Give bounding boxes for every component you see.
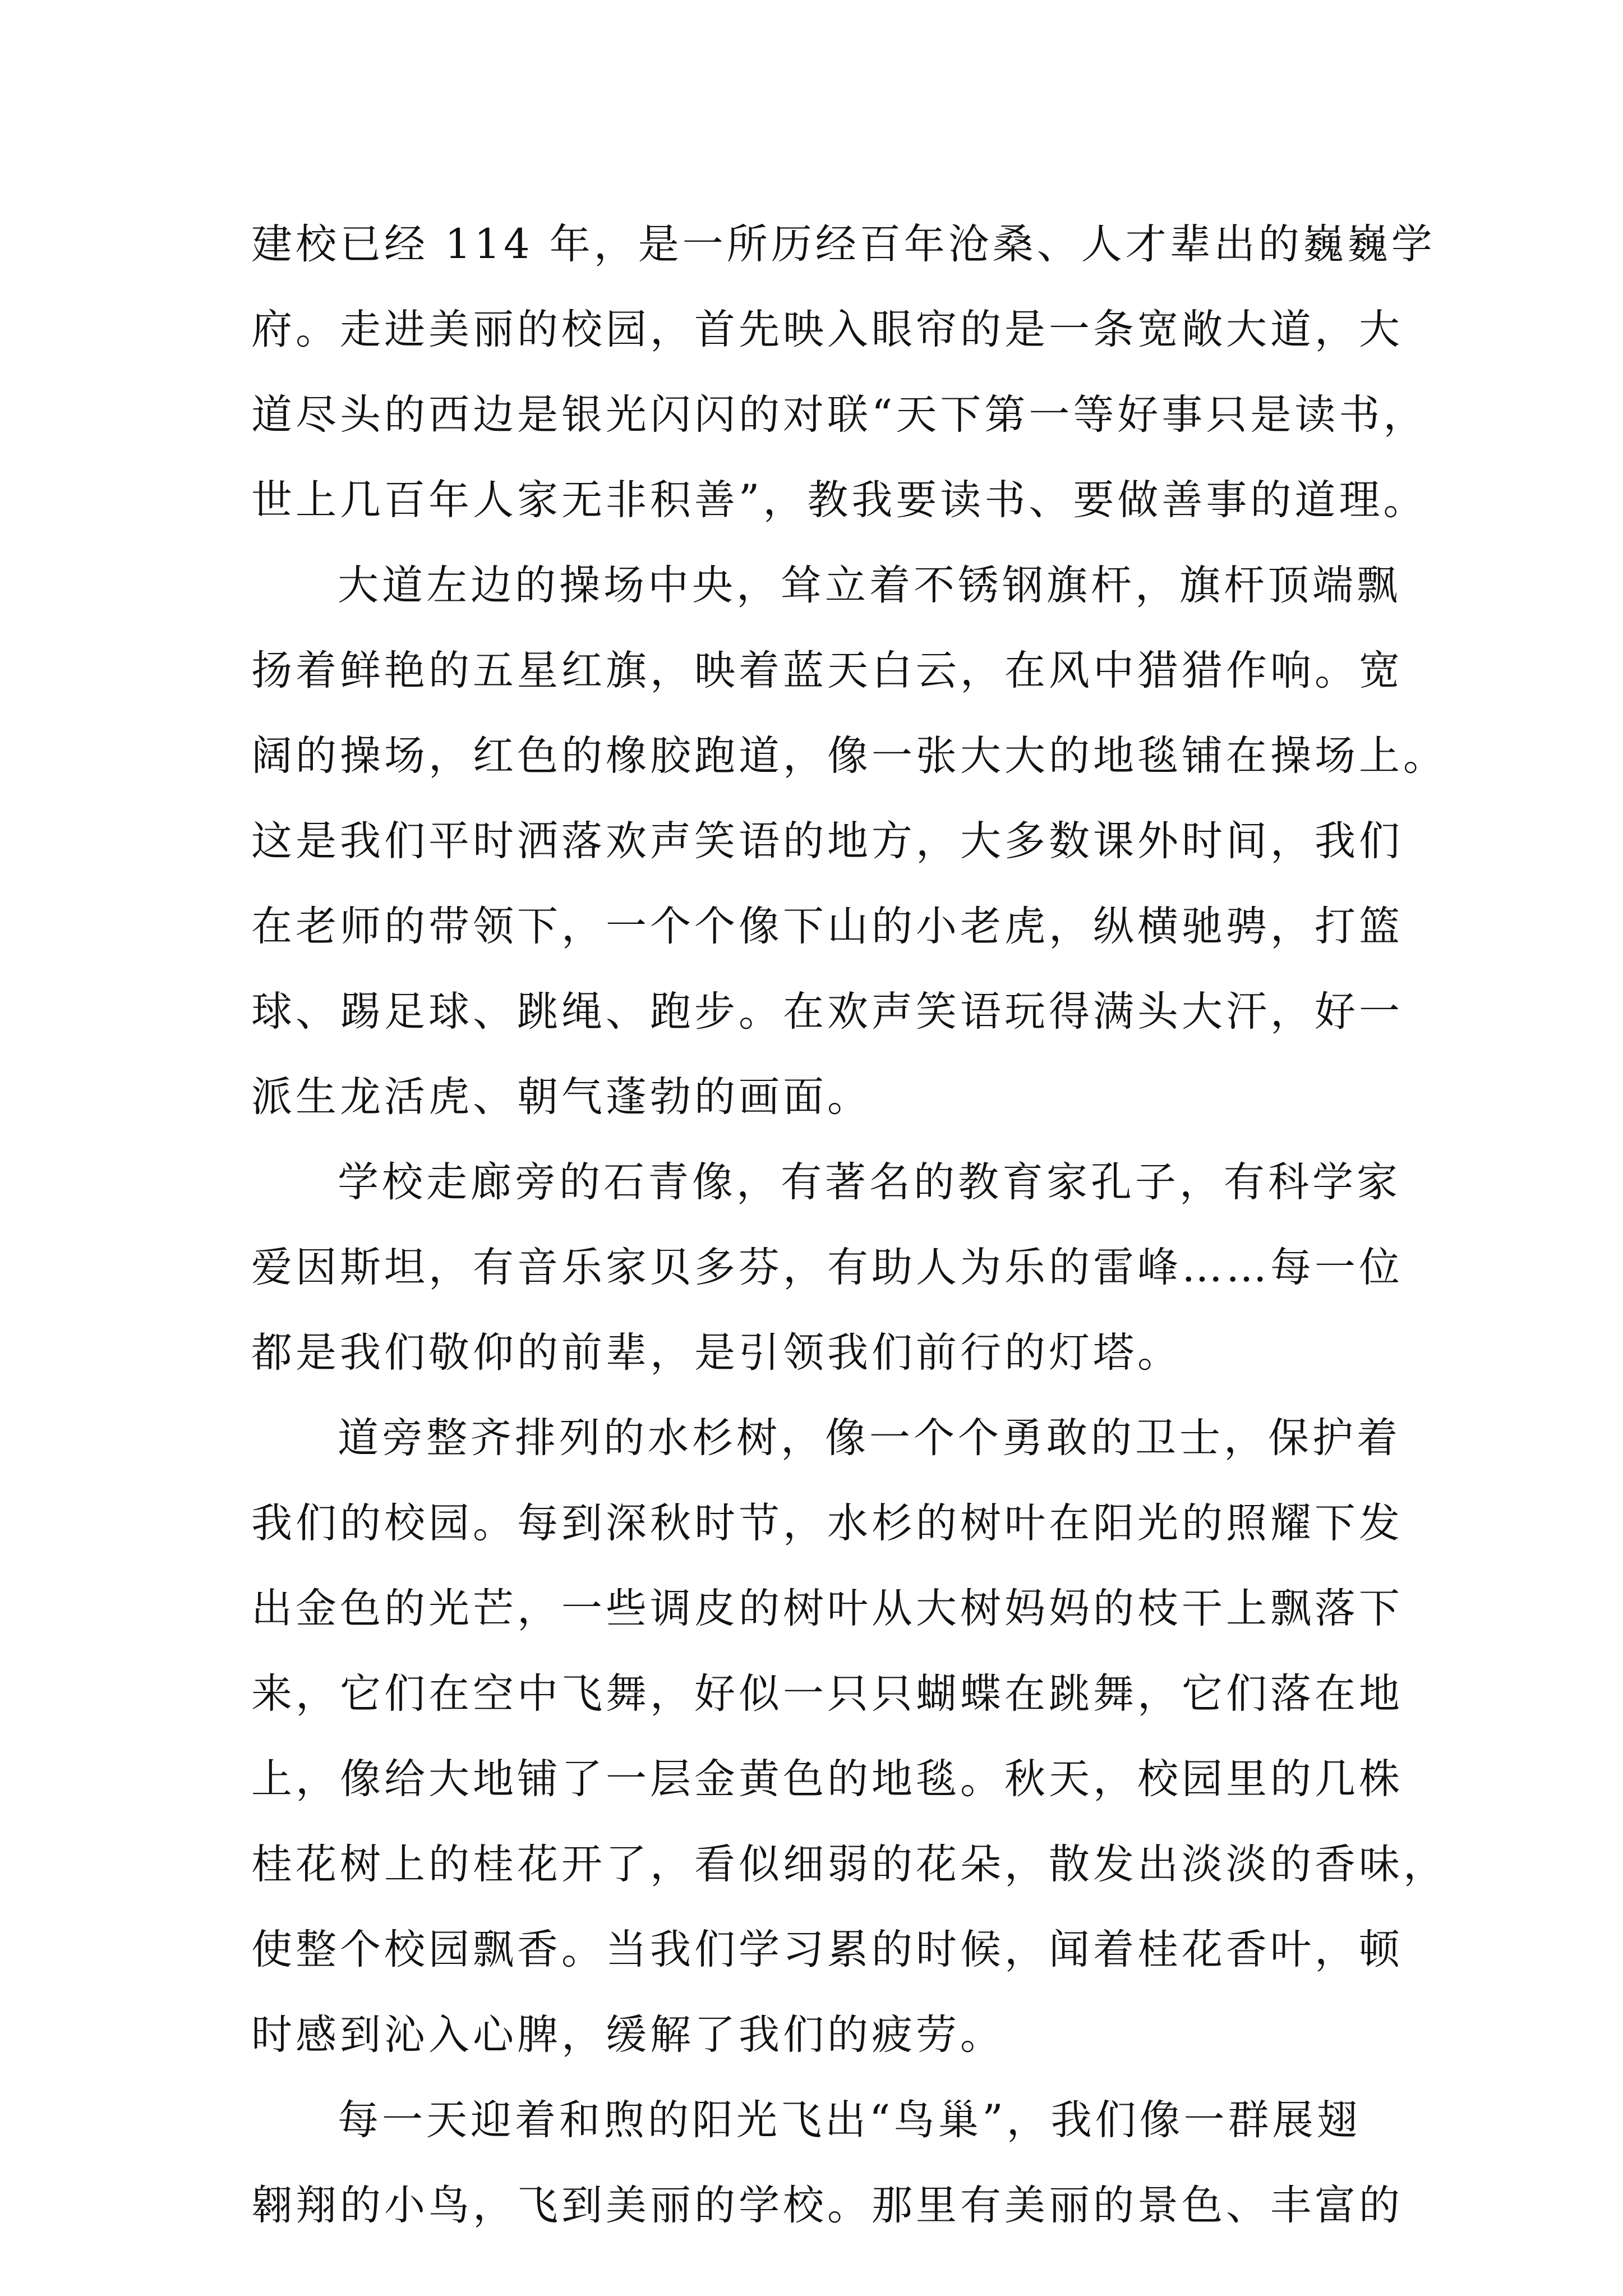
paragraph-first-line: 每一天迎着和煦的阳光飞出“鸟巢”，我们像一群展翅 xyxy=(338,2096,1361,2144)
essay-body xyxy=(251,202,1447,2248)
text-line: 世上几百年人家无非积善”，教我要读书、要做善事的道理。 xyxy=(251,476,1428,524)
text-line: 都是我们敬仰的前辈，是引领我们前行的灯塔。 xyxy=(251,1329,1182,1377)
text-line: 府。走进美丽的校园，首先映入眼帘的是一条宽敞大道，大 xyxy=(251,306,1403,353)
text-line: 爱因斯坦，有音乐家贝多芬，有助人为乐的雷峰……每一位 xyxy=(251,1244,1403,1291)
text-line: 扬着鲜艳的五星红旗，映着蓝天白云，在风中猎猎作响。宽 xyxy=(251,647,1403,694)
text-line: 派生龙活虎、朝气蓬勃的画面。 xyxy=(251,1073,872,1121)
text-line: 时感到沁入心脾，缓解了我们的疲劳。 xyxy=(251,2011,1004,2059)
text-line: 建校已经 114 年，是一所历经百年沧桑、人才辈出的巍巍学 xyxy=(251,220,1436,268)
text-line: 翱翔的小鸟，飞到美丽的学校。那里有美丽的景色、丰富的 xyxy=(251,2182,1403,2229)
text-line: 桂花树上的桂花开了，看似细弱的花朵，散发出淡淡的香味， xyxy=(251,1841,1447,1888)
text-line: 这是我们平时洒落欢声笑语的地方，大多数课外时间，我们 xyxy=(251,817,1403,865)
text-line: 来，它们在空中飞舞，好似一只只蝴蝶在跳舞，它们落在地 xyxy=(251,1670,1403,1718)
paragraph-first-line: 学校走廊旁的石青像，有著名的教育家孔子，有科学家 xyxy=(338,1158,1401,1206)
paragraph-first-line: 大道左边的操场中央，耸立着不锈钢旗杆，旗杆顶端飘 xyxy=(338,562,1401,609)
text-line: 出金色的光芒，一些调皮的树叶从大树妈妈的枝干上飘落下 xyxy=(251,1585,1403,1632)
text-line: 道尽头的西边是银光闪闪的对联“天下第一等好事只是读书， xyxy=(251,391,1428,439)
text-line: 在老师的带领下，一个个像下山的小老虎，纵横驰骋，打篮 xyxy=(251,903,1403,950)
text-line: 上，像给大地铺了一层金黄色的地毯。秋天，校园里的几株 xyxy=(251,1755,1403,1803)
paragraph-first-line: 道旁整齐排列的水杉树，像一个个勇敢的卫士，保护着 xyxy=(338,1414,1401,1462)
text-line: 球、踢足球、跳绳、跑步。在欢声笑语玩得满头大汗，好一 xyxy=(251,988,1403,1036)
text-line: 阔的操场，红色的橡胶跑道，像一张大大的地毯铺在操场上。 xyxy=(251,732,1447,780)
text-line: 我们的校园。每到深秋时节，水杉的树叶在阳光的照耀下发 xyxy=(251,1499,1403,1547)
text-line: 使整个校园飘香。当我们学习累的时候，闻着桂花香叶，顿 xyxy=(251,1926,1403,1973)
